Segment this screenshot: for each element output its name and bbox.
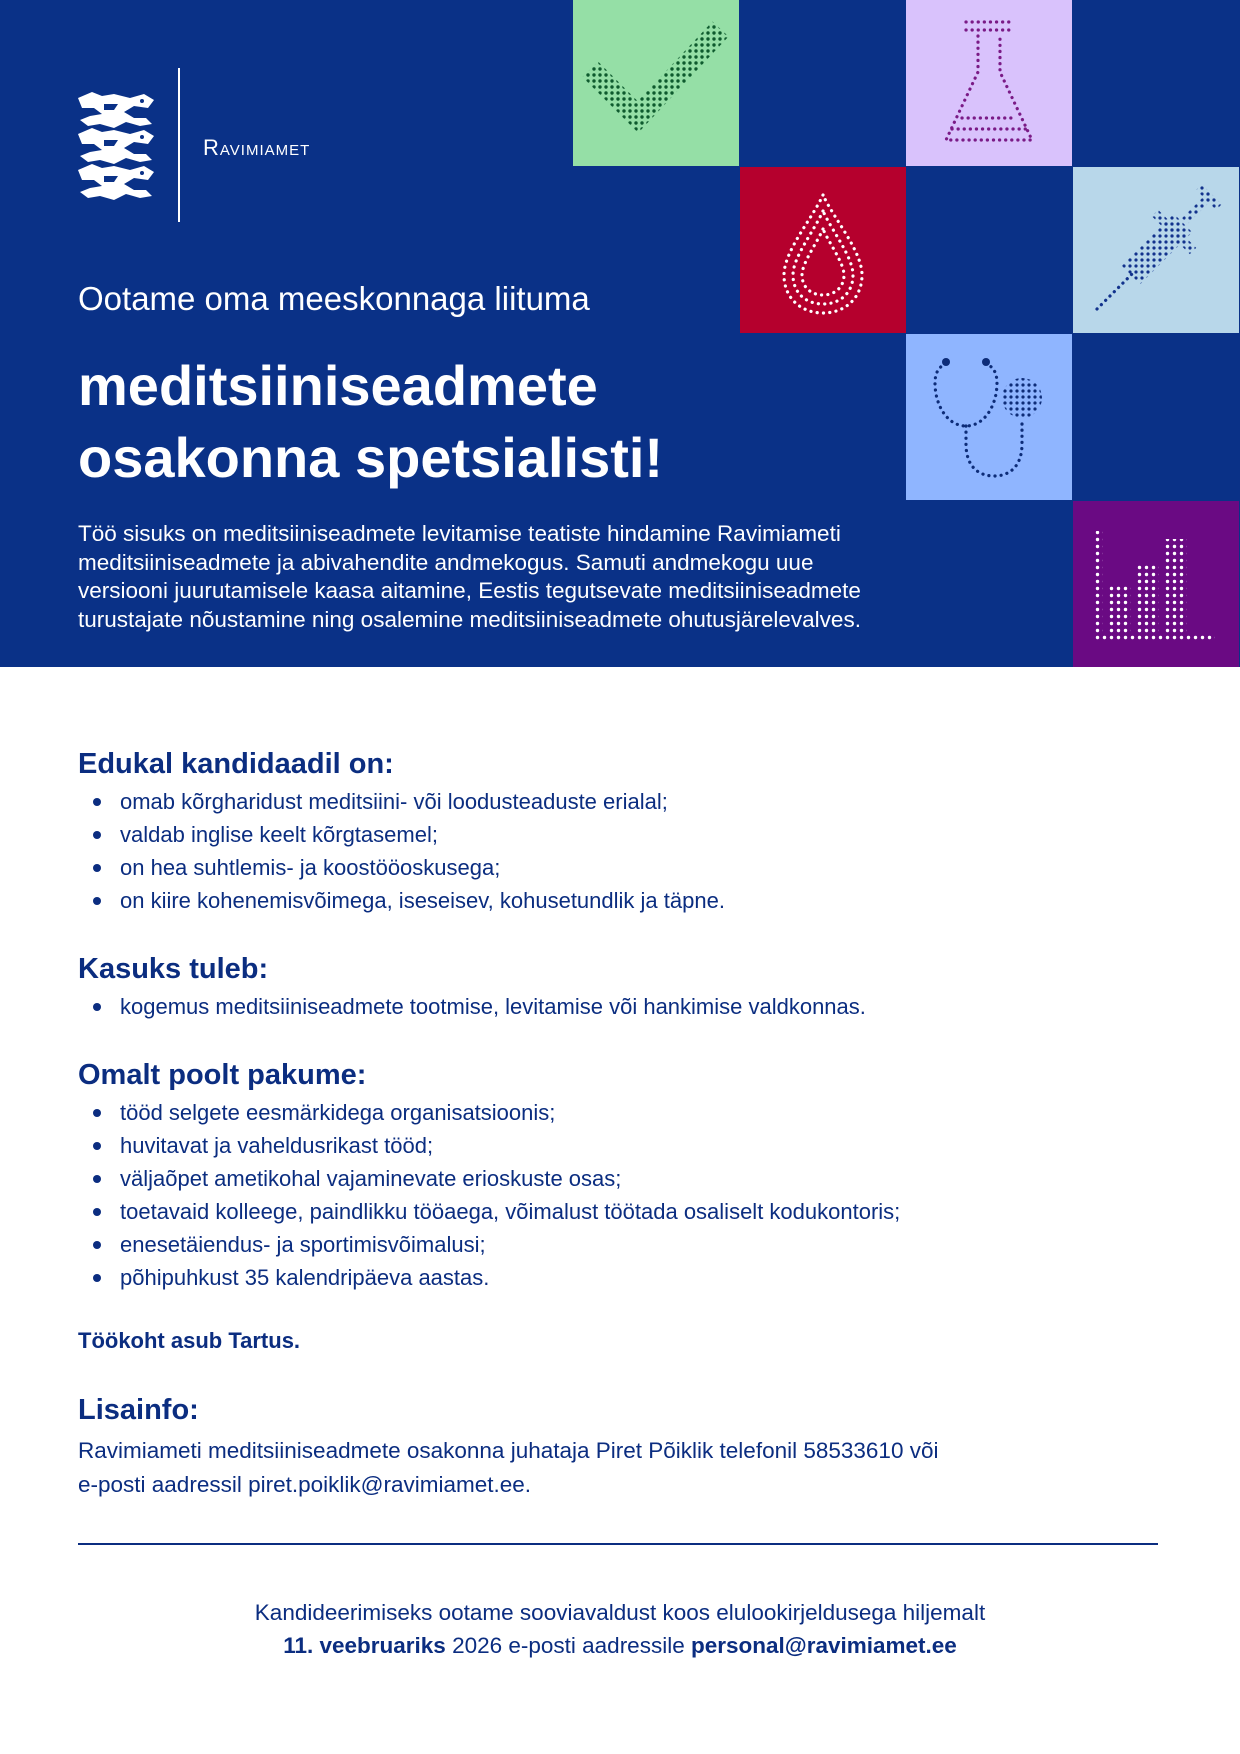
deadline-date: 11. veebruariks	[283, 1633, 446, 1658]
tile-blood-drop	[740, 167, 906, 333]
application-footer	[0, 1596, 1240, 1662]
brand-name: Ravimiamet	[203, 135, 311, 160]
description-line: turustajate nõustamine ning osalemine meditsiiniseadmete ohutusjärelevalves.	[78, 606, 861, 632]
contact-info	[78, 1434, 1138, 1502]
tile-stethoscope	[906, 334, 1072, 500]
advantage-heading: Kasuks tuleb:	[78, 953, 269, 985]
contact-info-line-2: e-posti aadressil piret.poiklik@ravimiamet.ee.	[78, 1472, 532, 1497]
footer-mid-text: 2026 e-posti aadressile	[445, 1633, 691, 1658]
offer-list	[78, 1096, 900, 1294]
blood-drop-icon	[740, 167, 906, 333]
stethoscope-icon	[906, 334, 1072, 500]
footer-line-2	[0, 1629, 1240, 1662]
list-item: tööd selgete eesmärkidega organisatsioonis;	[78, 1096, 900, 1129]
checkmark-icon	[573, 0, 739, 166]
offer-heading: Omalt poolt pakume:	[78, 1059, 367, 1091]
candidate-list	[78, 785, 725, 917]
list-item: on hea suhtlemis- ja koostööoskusega;	[78, 851, 725, 884]
coat-of-arms-logo	[74, 92, 158, 202]
flask-icon	[906, 0, 1072, 166]
list-item: väljaõpet ametikohal vajaminevate erioskuste osas;	[78, 1162, 900, 1195]
bar-chart-icon	[1073, 501, 1239, 667]
list-item: kogemus meditsiiniseadmete tootmise, levitamise või hankimise valdkonnas.	[78, 990, 866, 1023]
list-item: on kiire kohenemisvõimega, iseseisev, kohusetundlik ja täpne.	[78, 884, 725, 917]
footer-line-1: Kandideerimiseks ootame sooviavaldust koos elulookirjeldusega hiljemalt	[254, 1600, 986, 1625]
logo-divider	[178, 68, 180, 222]
tile-syringe	[1073, 167, 1239, 333]
job-title	[78, 350, 718, 494]
job-title-line-1: meditsiiniseadmete	[78, 354, 598, 417]
list-item: toetavaid kolleege, paindlikku tööaega, võimalust töötada osaliselt kodukontoris;	[78, 1195, 900, 1228]
tile-bar-chart	[1073, 501, 1239, 667]
list-item: enesetäiendus- ja sportimisvõimalusi;	[78, 1228, 900, 1261]
job-description	[78, 520, 1038, 634]
header-banner	[0, 0, 1240, 667]
candidate-heading: Edukal kandidaadil on:	[78, 748, 394, 780]
application-email[interactable]: personal@ravimiamet.ee	[690, 1633, 957, 1658]
tile-checkmark	[573, 0, 739, 166]
description-line: versiooni juurutamisele kaasa aitamine, Eestis tegutsevate meditsiiniseadmete	[78, 578, 861, 603]
contact-info-line-1: Ravimiameti meditsiiniseadmete osakonna juhataja Piret Põiklik telefonil 58533610 või	[78, 1438, 939, 1463]
job-location: Töökoht asub Tartus.	[78, 1328, 301, 1353]
divider-line	[78, 1543, 1158, 1545]
syringe-icon	[1073, 167, 1239, 333]
job-title-line-2: osakonna spetsialisti!	[78, 426, 664, 489]
advantage-list	[78, 990, 866, 1023]
list-item: omab kõrgharidust meditsiini- või loodusteaduste erialal;	[78, 785, 725, 818]
list-item: valdab inglise keelt kõrgtasemel;	[78, 818, 725, 851]
tile-flask	[906, 0, 1072, 166]
list-item: huvitavat ja vaheldusrikast tööd;	[78, 1129, 900, 1162]
list-item: põhipuhkust 35 kalendripäeva aastas.	[78, 1261, 900, 1294]
description-line: meditsiiniseadmete ja abivahendite andmekogus. Samuti andmekogu uue	[78, 549, 814, 575]
info-heading: Lisainfo:	[78, 1394, 199, 1426]
description-line: Töö sisuks on meditsiiniseadmete levitamise teatiste hindamine Ravimiameti	[78, 521, 841, 546]
intro-text: Ootame oma meeskonnaga liituma	[78, 280, 590, 317]
